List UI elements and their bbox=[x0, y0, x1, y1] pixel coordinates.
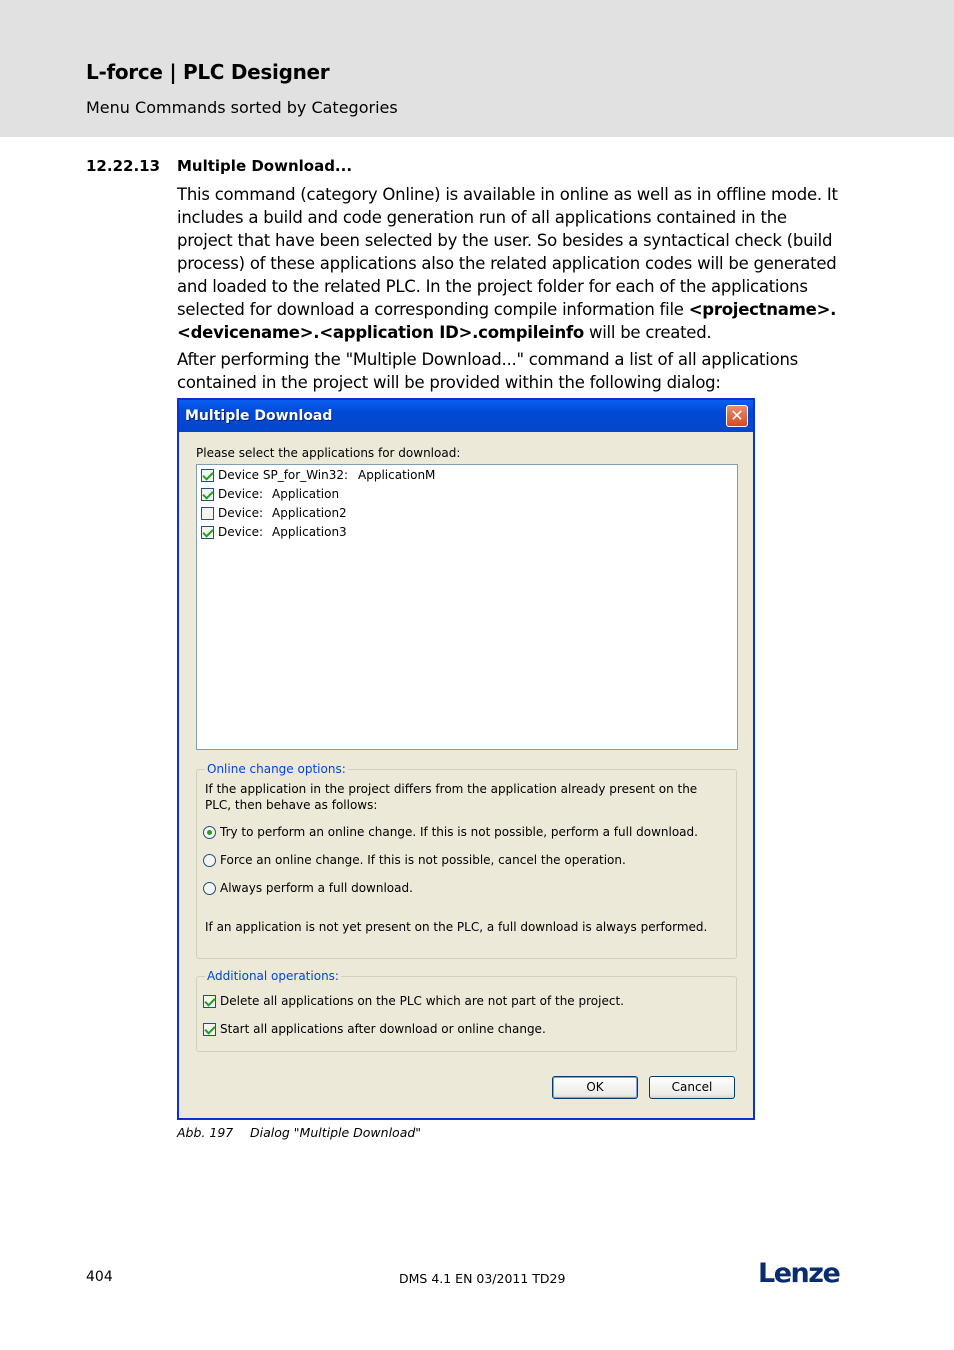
device-name: Device: bbox=[218, 525, 264, 539]
additional-operations-label: Additional operations: bbox=[207, 969, 339, 983]
online-change-note: If an application is not yet present on the PLC, a full download is always performed. bbox=[205, 920, 708, 934]
checkbox-delete-applications[interactable] bbox=[203, 994, 624, 1008]
application-name: Application bbox=[272, 487, 340, 501]
device-name: Device: bbox=[218, 506, 264, 520]
document-id: DMS 4.1 EN 03/2011 TD29 bbox=[399, 1271, 566, 1286]
section-title: Multiple Download... bbox=[177, 157, 353, 175]
multiple-download-dialog bbox=[177, 398, 755, 1120]
option-label: Try to perform an online change. If this is not possible, perform a full download. bbox=[220, 825, 698, 839]
document-subtitle: Menu Commands sorted by Categories bbox=[86, 98, 398, 117]
figure-number: Abb. 197 bbox=[177, 1125, 234, 1140]
select-applications-label: Please select the applications for download: bbox=[196, 446, 461, 460]
device-name: Device: bbox=[218, 487, 264, 501]
additional-operations-group bbox=[196, 969, 737, 1052]
list-item[interactable] bbox=[201, 525, 347, 541]
paragraph-description bbox=[177, 183, 842, 344]
applications-list[interactable] bbox=[196, 464, 738, 750]
radio-always-full-download[interactable] bbox=[203, 881, 413, 895]
paragraph-text: This command (category Online) is available in online as well as in offline mode. It includes a build and code generation run of all applications contained in the project that have been selected by the user. So besides a syntactical check (build process) of these applications also the related application codes will be generated and loaded to the related PLC. In the project folder for each of the applications selected for download a corresponding compile information file bbox=[177, 185, 838, 319]
option-label: Force an online change. If this is not possible, cancel the operation. bbox=[220, 853, 626, 867]
figure-caption-text: Dialog "Multiple Download" bbox=[250, 1125, 422, 1140]
compileinfo-filename: <projectname>.<devicename>.<application ID>.compileinfo bbox=[177, 300, 837, 342]
dialog-body bbox=[179, 432, 753, 1118]
document-title: L-force | PLC Designer bbox=[86, 60, 330, 84]
dialog-title: Multiple Download bbox=[185, 408, 333, 424]
radio-button[interactable] bbox=[203, 854, 216, 867]
checkbox[interactable] bbox=[203, 1023, 216, 1036]
application-name: Application3 bbox=[272, 525, 347, 539]
checkbox[interactable] bbox=[203, 995, 216, 1008]
device-name: Device SP_for_Win32: bbox=[218, 468, 349, 482]
figure-caption bbox=[177, 1125, 421, 1140]
application-name: Application2 bbox=[272, 506, 347, 520]
dialog-title-bar[interactable] bbox=[179, 400, 753, 432]
section-number: 12.22.13 bbox=[86, 157, 161, 175]
close-button[interactable] bbox=[726, 405, 748, 427]
page-number: 404 bbox=[86, 1269, 113, 1285]
cancel-button[interactable]: Cancel bbox=[649, 1076, 735, 1099]
application-name: ApplicationM bbox=[358, 468, 436, 482]
online-change-options-group bbox=[196, 762, 737, 959]
application-checkbox[interactable] bbox=[201, 526, 214, 539]
list-item[interactable] bbox=[201, 506, 347, 522]
page-header bbox=[0, 0, 954, 137]
checkbox-start-applications[interactable] bbox=[203, 1022, 546, 1036]
list-item[interactable] bbox=[201, 487, 339, 503]
application-checkbox[interactable] bbox=[201, 469, 214, 482]
lenze-logo: Lenze bbox=[758, 1258, 840, 1289]
application-checkbox[interactable] bbox=[201, 507, 214, 520]
online-change-options-label: Online change options: bbox=[207, 762, 346, 776]
option-label: Always perform a full download. bbox=[220, 881, 413, 895]
ok-button[interactable]: OK bbox=[552, 1076, 638, 1099]
list-item[interactable] bbox=[201, 468, 435, 484]
radio-force-online-change[interactable] bbox=[203, 853, 626, 867]
radio-button[interactable] bbox=[203, 826, 216, 839]
option-label: Delete all applications on the PLC which are not part of the project. bbox=[220, 994, 624, 1008]
close-icon: ✕ bbox=[730, 406, 744, 425]
radio-try-online-change[interactable] bbox=[203, 825, 698, 839]
paragraph-dialog-intro: After performing the "Multiple Download..." command a list of all applications contained in the project will be provided within the following dialog: bbox=[177, 350, 799, 392]
application-checkbox[interactable] bbox=[201, 488, 214, 501]
online-change-intro: If the application in the project differs from the application already present on the PLC, then behave as follows: bbox=[205, 782, 698, 812]
radio-button[interactable] bbox=[203, 882, 216, 895]
option-label: Start all applications after download or online change. bbox=[220, 1022, 546, 1036]
paragraph-text-end: will be created. bbox=[583, 323, 712, 342]
